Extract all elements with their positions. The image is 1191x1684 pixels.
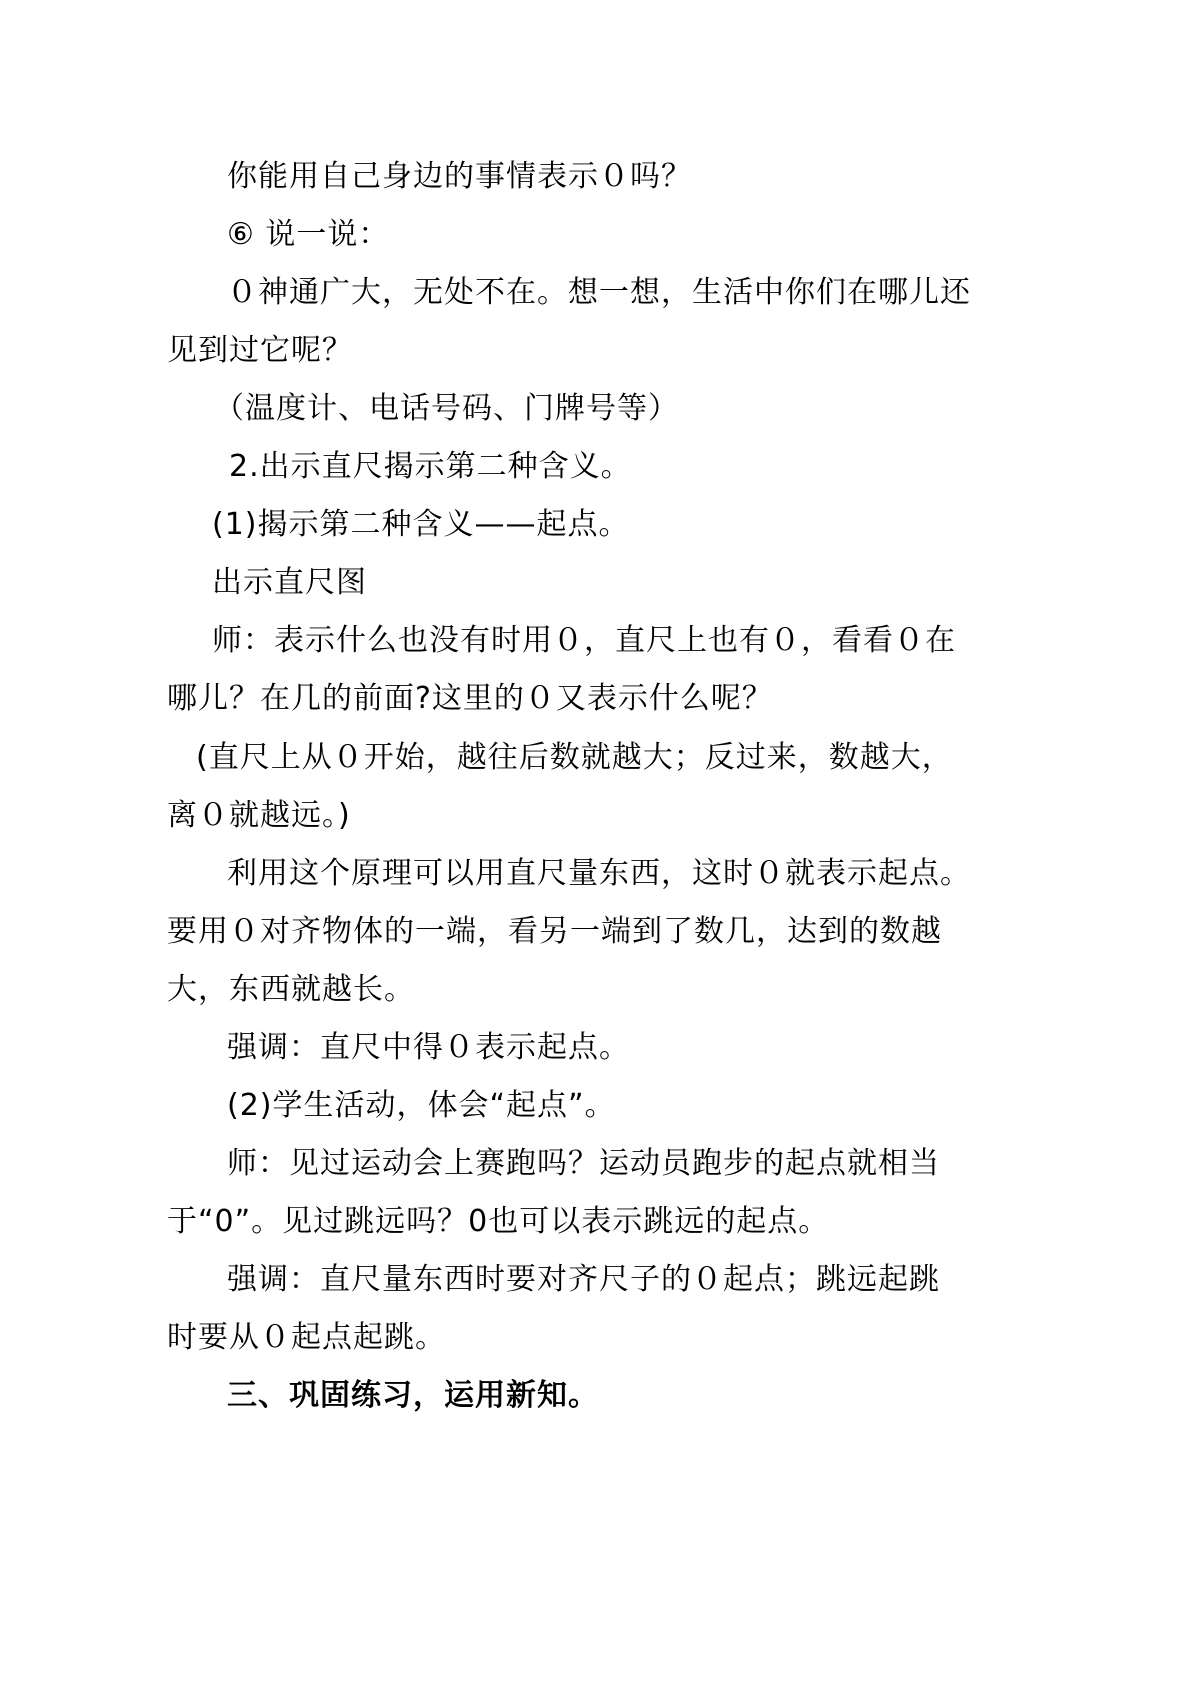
text-line: 于“0”。见过跳远吗？0也可以表示跳远的起点。 — [167, 1204, 830, 1239]
subsection-heading: (1)揭示第二种含义——起点。 — [212, 507, 630, 542]
text-line: 出示直尺图 — [212, 565, 367, 600]
text-line: 见到过它呢？ — [167, 333, 353, 368]
section-heading: 2.出示直尺揭示第二种含义。 — [229, 449, 632, 484]
text-line: (直尺上从０开始，越往后数就越大；反过来，数越大， — [196, 740, 953, 775]
text-line: （温度计、电话号码、门牌号等） — [214, 391, 679, 426]
text-line: 强调：直尺量东西时要对齐尺子的０起点；跳远起跳 — [227, 1262, 940, 1297]
text-line: 大，东西就越长。 — [167, 972, 415, 1007]
text-line: 时要从０起点起跳。 — [167, 1320, 446, 1355]
text-line: 哪儿？在几的前面?这里的０又表示什么呢？ — [167, 681, 773, 716]
text-line: 你能用自己身边的事情表示０吗？ — [227, 159, 692, 194]
subsection-heading: (2)学生活动，体会“起点”。 — [227, 1088, 616, 1123]
text-line: 师：表示什么也没有时用０，直尺上也有０，看看０在 — [212, 623, 956, 658]
text-line: ０神通广大，无处不在。想一想，生活中你们在哪儿还 — [227, 275, 971, 310]
text-line: 要用０对齐物体的一端，看另一端到了数几，达到的数越 — [167, 914, 942, 949]
text-line: ⑥ 说一说： — [227, 217, 390, 252]
text-line: 离０就越远。) — [167, 798, 351, 833]
section-heading: 三、巩固练习，运用新知。 — [227, 1378, 599, 1413]
text-line: 师：见过运动会上赛跑吗？运动员跑步的起点就相当 — [227, 1146, 940, 1181]
text-line: 利用这个原理可以用直尺量东西，这时０就表示起点。 — [227, 856, 971, 891]
text-line: 强调：直尺中得０表示起点。 — [227, 1030, 630, 1065]
